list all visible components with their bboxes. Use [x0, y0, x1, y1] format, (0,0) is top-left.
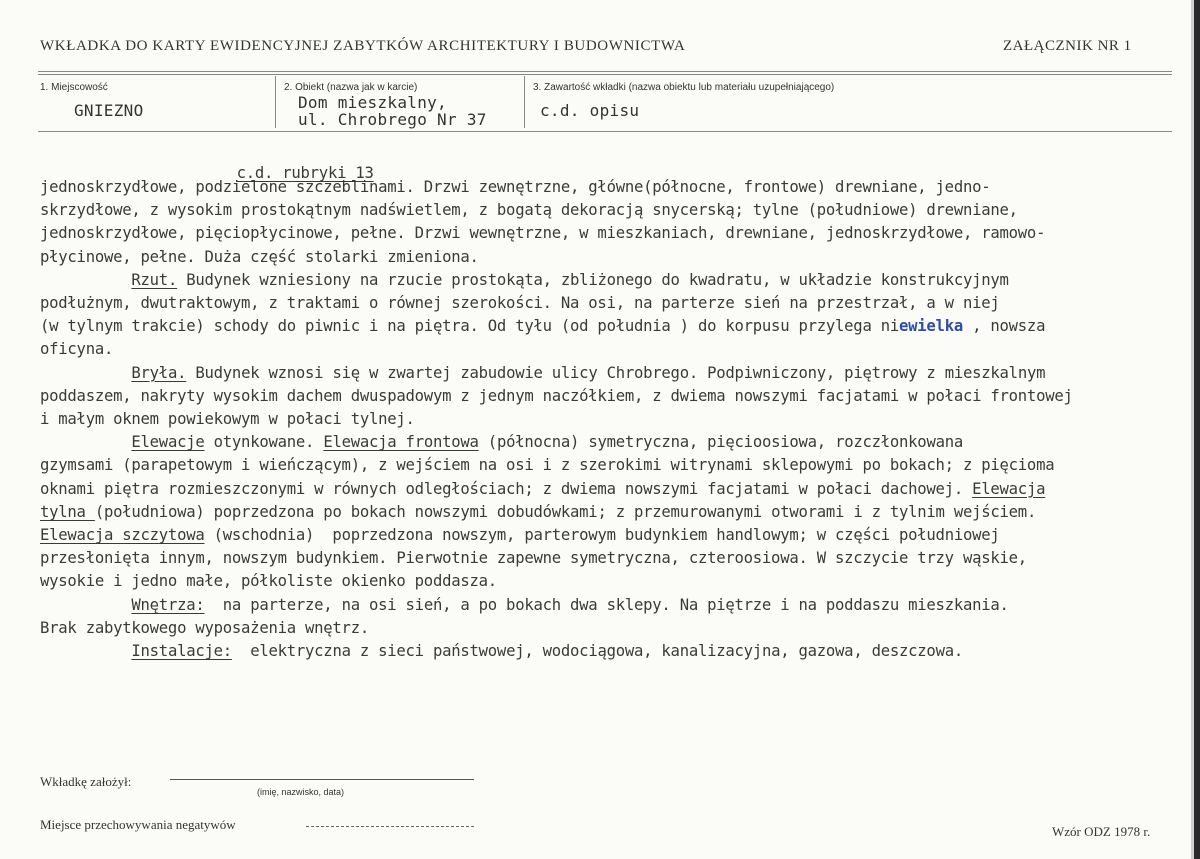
location-value: GNIEZNO: [74, 101, 144, 120]
body-text-segment: (północna) symetryczna, pięcioosiowa, rozczłonkowana: [478, 433, 963, 452]
table-bottom-rule: [38, 131, 1172, 132]
body-text-segment: [40, 642, 131, 660]
body-line: [40, 248, 479, 266]
negatives-label: Miejsce przechowywania negatywów: [40, 817, 236, 832]
scan-edge: [1194, 0, 1200, 859]
body-text-segment: Instalacje:: [131, 642, 232, 660]
body-line: [40, 503, 1036, 521]
body-text-segment: (wschodnia) poprzedzona nowszym, parterowym budynkiem handlowym; w części południowej: [204, 526, 1000, 544]
body-text-segment: [40, 433, 131, 451]
body-text-segment: Rzut.: [131, 270, 178, 289]
body-text-segment: tylna: [40, 502, 95, 521]
body-text-segment: [40, 271, 131, 289]
body-text-segment: przesłonięta innym, nowszym budynkiem. Pierwotnie zapewne symetryczna, czteroosiowa. W szczycie trzy wąskie,: [40, 549, 1027, 568]
body-line: [40, 456, 1054, 474]
body-line: [40, 340, 113, 358]
content-label: 3. Zawartość wkładki (nazwa obiektu lub materiału uzupełniającego): [533, 82, 835, 93]
body-line: [40, 596, 1009, 614]
body-line: [40, 549, 1027, 567]
body-text-segment: [40, 596, 131, 614]
body-text-segment: jednoskrzydłowe, pięciopłycinowe, pełne. Drzwi wewnętrzne, w mieszkaniach, drewniane, jednoskrzydłowe, ramowo-: [40, 224, 1046, 243]
body-text-segment: (południowa) poprzedzona po bokach nowszymi dobudówkami; z przemurowanymi otworami i z tylnim wejściem.: [94, 502, 1037, 521]
body-text-segment: Brak zabytkowego wyposażenia wnętrz.: [40, 618, 369, 637]
body-text-segment: Elewacja frontowa: [323, 433, 479, 452]
annex-number: ZAŁĄCZNIK NR 1: [1003, 38, 1132, 54]
body-text-segment: gzymsami (parapetowym i wieńczącym), z wejściem na osi i z szerokimi witrynami sklepowymi po bokach; z pięcioma: [40, 456, 1055, 475]
body-line: [40, 224, 1045, 242]
body-line: [40, 480, 1045, 498]
inserted-by-label: Wkładkę założył:: [40, 774, 132, 789]
signature-line: [170, 779, 474, 780]
body-text-segment: Budynek wzniesiony na rzucie prostokąta, zbliżonego do kwadratu, w układzie konstrukcyjnym: [177, 270, 1009, 289]
body-line: [40, 526, 1000, 544]
body-text-segment: jednoskrzydłowe, podzielone szczeblinami. Drzwi zewnętrzne, główne(północne, frontowe) drewniane, jedno-: [40, 178, 991, 196]
body-text-segment: poddaszem, nakryty wysokim dachem dwuspadowym z jednym naczółkiem, z dwiema nowszymi facjatami w połaci frontowej: [40, 386, 1073, 405]
object-value-line1: Dom mieszkalny,: [298, 93, 447, 112]
body-text-segment: podłużnym, dwutraktowym, z traktami o równej szerokości. Na osi, na parterze sień na przestrzał, a w niej: [40, 294, 1000, 312]
body-line: [40, 387, 1073, 405]
body-text-segment: na parterze, na osi sień, a po bokach dwa sklepy. Na piętrze i na poddaszu mieszkania.: [204, 595, 1009, 614]
body-line: [40, 271, 1009, 289]
body-text-segment: Elewacje: [131, 433, 205, 452]
body-text-segment: Budynek wznosi się w zwartej zabudowie ulicy Chrobrego. Podpiwniczony, piętrowy z mieszkalnym: [186, 363, 1046, 382]
body-line: [40, 433, 963, 451]
form-code: Wzór ODZ 1978 r.: [1052, 824, 1151, 839]
body-text-segment: Wnętrza:: [131, 595, 205, 614]
body-line: [40, 619, 369, 637]
column-divider-1: [275, 76, 276, 128]
section-heading-text: c.d. rubryki 13: [236, 164, 374, 182]
body-text-segment: skrzydłowe, z wysokim prostokątnym nadświetlem, z bogatą dekoracją snycerską; tylne (południowe) drewniane,: [40, 201, 1018, 220]
content-value: c.d. opisu: [540, 101, 640, 120]
body-text-segment: oknami piętra rozmieszczonymi w równych odległościach; z dwiema nowszymi facjatami w połaci dachowej.: [40, 479, 973, 498]
body-text-segment: wysokie i jedno małe, półkoliste okienko poddasza.: [40, 572, 497, 591]
body-line: [40, 572, 497, 590]
location-label: 1. Miejscowość: [40, 82, 108, 93]
column-divider-2: [524, 76, 525, 128]
body-text-segment: [40, 364, 131, 382]
body-text-segment: płycinowe, pełne. Duża część stolarki zmieniona.: [40, 247, 479, 266]
body-line: [40, 201, 1018, 219]
inserted-by-hint: (imię, nazwisko, data): [257, 787, 345, 797]
body-text-segment: Elewacja szczytowa: [40, 526, 205, 544]
body-text-segment: otynkowane.: [204, 433, 324, 452]
object-value-line2: ul. Chrobrego Nr 37: [298, 110, 487, 129]
body-text-segment: (w tylnym trakcie) schody do piwnic i na piętra. Od tyłu (od południa ) do korpusu przylega ni: [40, 317, 899, 336]
form-title: WKŁADKA DO KARTY EWIDENCYJNEJ ZABYTKÓW ARCHITEKTURY I BUDOWNICTWA: [40, 38, 686, 54]
object-label: 2. Obiekt (nazwa jak w karcie): [284, 82, 418, 93]
body-line: [40, 294, 1000, 312]
table-top-rule: [38, 71, 1172, 72]
body-text-segment: Bryła.: [131, 363, 187, 382]
body-line: [40, 410, 415, 428]
body-text-segment: i małym oknem powiekowym w połaci tylnej.: [40, 410, 415, 428]
body-text-segment: elektryczna z sieci państwowej, wodociągowa, kanalizacyjna, gazowa, deszczowa.: [231, 642, 963, 660]
body-text-segment: , nowsza: [962, 317, 1046, 336]
body-line: [40, 364, 1045, 382]
body-line: [40, 317, 1045, 335]
stamp-text: ewielka: [899, 317, 963, 336]
body-line: [40, 642, 963, 660]
body-text-segment: oficyna.: [40, 340, 114, 359]
body-line: [40, 178, 990, 196]
body-text-segment: Elewacja: [972, 479, 1046, 498]
negatives-line: [306, 826, 474, 827]
table-top-rule-2: [38, 74, 1172, 75]
